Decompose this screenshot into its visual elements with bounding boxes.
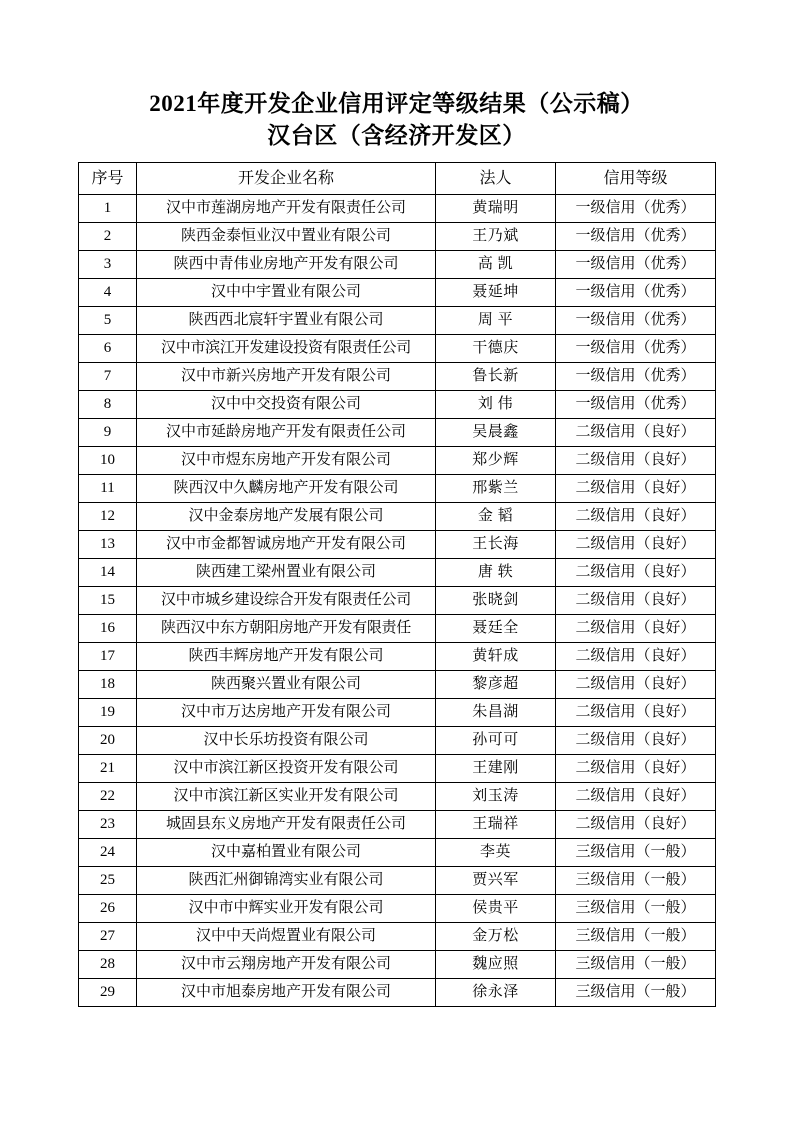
cell-index: 19 bbox=[79, 699, 137, 727]
cell-legal-person: 聂廷全 bbox=[436, 615, 556, 643]
table-row bbox=[79, 951, 716, 979]
cell-legal-person: 干德庆 bbox=[436, 335, 556, 363]
cell-legal-person: 邢紫兰 bbox=[436, 475, 556, 503]
cell-company-name: 陕西汉中东方朝阳房地产开发有限责任 bbox=[137, 615, 436, 643]
cell-legal-person: 吴晨鑫 bbox=[436, 419, 556, 447]
table-row bbox=[79, 335, 716, 363]
cell-credit-grade: 一级信用（优秀） bbox=[556, 251, 716, 279]
cell-credit-grade: 三级信用（一般） bbox=[556, 895, 716, 923]
cell-company-name: 汉中市城乡建设综合开发有限责任公司 bbox=[137, 587, 436, 615]
page-title: 2021年度开发企业信用评定等级结果（公示稿） bbox=[149, 91, 644, 116]
table-row bbox=[79, 307, 716, 335]
cell-index: 15 bbox=[79, 587, 137, 615]
cell-credit-grade: 二级信用（良好） bbox=[556, 783, 716, 811]
cell-legal-person: 聂延坤 bbox=[436, 279, 556, 307]
cell-index: 8 bbox=[79, 391, 137, 419]
cell-credit-grade: 二级信用（良好） bbox=[556, 671, 716, 699]
cell-legal-person: 王长海 bbox=[436, 531, 556, 559]
cell-legal-person: 金 韬 bbox=[436, 503, 556, 531]
table-row bbox=[79, 251, 716, 279]
cell-index: 11 bbox=[79, 475, 137, 503]
cell-company-name: 汉中中天尚煜置业有限公司 bbox=[137, 923, 436, 951]
table-row bbox=[79, 419, 716, 447]
cell-legal-person: 鲁长新 bbox=[436, 363, 556, 391]
cell-company-name: 陕西西北宸轩宇置业有限公司 bbox=[137, 307, 436, 335]
cell-credit-grade: 二级信用（良好） bbox=[556, 643, 716, 671]
cell-company-name: 汉中市滨江新区投资开发有限公司 bbox=[137, 755, 436, 783]
cell-index: 28 bbox=[79, 951, 137, 979]
cell-legal-person: 徐永泽 bbox=[436, 979, 556, 1007]
cell-company-name: 汉中市延龄房地产开发有限责任公司 bbox=[137, 419, 436, 447]
cell-index: 17 bbox=[79, 643, 137, 671]
cell-company-name: 汉中市旭泰房地产开发有限公司 bbox=[137, 979, 436, 1007]
cell-company-name: 汉中市煜东房地产开发有限公司 bbox=[137, 447, 436, 475]
cell-credit-grade: 一级信用（优秀） bbox=[556, 223, 716, 251]
cell-credit-grade: 三级信用（一般） bbox=[556, 979, 716, 1007]
cell-legal-person: 侯贵平 bbox=[436, 895, 556, 923]
cell-index: 23 bbox=[79, 811, 137, 839]
cell-legal-person: 郑少辉 bbox=[436, 447, 556, 475]
column-header-index: 序号 bbox=[79, 163, 137, 195]
cell-company-name: 汉中市新兴房地产开发有限公司 bbox=[137, 363, 436, 391]
cell-legal-person: 黄瑞明 bbox=[436, 195, 556, 223]
table-row bbox=[79, 643, 716, 671]
cell-index: 27 bbox=[79, 923, 137, 951]
cell-company-name: 陕西建工梁州置业有限公司 bbox=[137, 559, 436, 587]
cell-legal-person: 贾兴军 bbox=[436, 867, 556, 895]
cell-credit-grade: 二级信用（良好） bbox=[556, 531, 716, 559]
cell-index: 12 bbox=[79, 503, 137, 531]
cell-legal-person: 黄轩成 bbox=[436, 643, 556, 671]
table-row bbox=[79, 391, 716, 419]
cell-index: 2 bbox=[79, 223, 137, 251]
cell-index: 18 bbox=[79, 671, 137, 699]
cell-credit-grade: 二级信用（良好） bbox=[556, 587, 716, 615]
cell-company-name: 陕西金泰恒业汉中置业有限公司 bbox=[137, 223, 436, 251]
cell-index: 16 bbox=[79, 615, 137, 643]
cell-company-name: 汉中市云翔房地产开发有限公司 bbox=[137, 951, 436, 979]
table-row bbox=[79, 475, 716, 503]
cell-company-name: 陕西中青伟业房地产开发有限公司 bbox=[137, 251, 436, 279]
cell-company-name: 陕西汉中久麟房地产开发有限公司 bbox=[137, 475, 436, 503]
column-header-name: 开发企业名称 bbox=[137, 163, 436, 195]
table-row bbox=[79, 447, 716, 475]
table-row bbox=[79, 867, 716, 895]
cell-company-name: 陕西丰辉房地产开发有限公司 bbox=[137, 643, 436, 671]
cell-legal-person: 高 凯 bbox=[436, 251, 556, 279]
cell-company-name: 陕西聚兴置业有限公司 bbox=[137, 671, 436, 699]
cell-index: 7 bbox=[79, 363, 137, 391]
table-row bbox=[79, 559, 716, 587]
cell-index: 4 bbox=[79, 279, 137, 307]
table-row bbox=[79, 363, 716, 391]
cell-company-name: 汉中市中辉实业开发有限公司 bbox=[137, 895, 436, 923]
table-row bbox=[79, 615, 716, 643]
cell-index: 13 bbox=[79, 531, 137, 559]
cell-company-name: 汉中中宇置业有限公司 bbox=[137, 279, 436, 307]
cell-index: 26 bbox=[79, 895, 137, 923]
cell-company-name: 城固县东义房地产开发有限责任公司 bbox=[137, 811, 436, 839]
cell-legal-person: 王乃斌 bbox=[436, 223, 556, 251]
table-row bbox=[79, 755, 716, 783]
cell-credit-grade: 三级信用（一般） bbox=[556, 839, 716, 867]
table-header-row bbox=[79, 163, 716, 195]
table-row bbox=[79, 783, 716, 811]
cell-company-name: 汉中中交投资有限公司 bbox=[137, 391, 436, 419]
cell-company-name: 陕西汇州御锦湾实业有限公司 bbox=[137, 867, 436, 895]
cell-index: 14 bbox=[79, 559, 137, 587]
cell-index: 24 bbox=[79, 839, 137, 867]
table-row bbox=[79, 531, 716, 559]
cell-credit-grade: 一级信用（优秀） bbox=[556, 195, 716, 223]
table-row bbox=[79, 811, 716, 839]
page-subtitle: 汉台区（含经济开发区） bbox=[267, 123, 526, 148]
cell-credit-grade: 一级信用（优秀） bbox=[556, 363, 716, 391]
cell-legal-person: 周 平 bbox=[436, 307, 556, 335]
cell-company-name: 汉中市万达房地产开发有限公司 bbox=[137, 699, 436, 727]
cell-legal-person: 刘玉涛 bbox=[436, 783, 556, 811]
cell-legal-person: 唐 轶 bbox=[436, 559, 556, 587]
table-row bbox=[79, 195, 716, 223]
cell-index: 3 bbox=[79, 251, 137, 279]
cell-legal-person: 朱昌湖 bbox=[436, 699, 556, 727]
cell-credit-grade: 二级信用（良好） bbox=[556, 755, 716, 783]
cell-credit-grade: 一级信用（优秀） bbox=[556, 335, 716, 363]
table-row bbox=[79, 587, 716, 615]
cell-index: 22 bbox=[79, 783, 137, 811]
cell-company-name: 汉中市莲湖房地产开发有限责任公司 bbox=[137, 195, 436, 223]
cell-legal-person: 刘 伟 bbox=[436, 391, 556, 419]
cell-company-name: 汉中市滨江新区实业开发有限公司 bbox=[137, 783, 436, 811]
table-row bbox=[79, 895, 716, 923]
cell-credit-grade: 二级信用（良好） bbox=[556, 475, 716, 503]
cell-credit-grade: 二级信用（良好） bbox=[556, 447, 716, 475]
cell-company-name: 汉中市金都智诚房地产开发有限公司 bbox=[137, 531, 436, 559]
cell-credit-grade: 二级信用（良好） bbox=[556, 503, 716, 531]
cell-index: 9 bbox=[79, 419, 137, 447]
table-row bbox=[79, 979, 716, 1007]
cell-company-name: 汉中金泰房地产发展有限公司 bbox=[137, 503, 436, 531]
cell-legal-person: 魏应照 bbox=[436, 951, 556, 979]
cell-credit-grade: 二级信用（良好） bbox=[556, 699, 716, 727]
cell-credit-grade: 二级信用（良好） bbox=[556, 419, 716, 447]
table-row bbox=[79, 699, 716, 727]
cell-credit-grade: 二级信用（良好） bbox=[556, 727, 716, 755]
cell-index: 25 bbox=[79, 867, 137, 895]
cell-credit-grade: 三级信用（一般） bbox=[556, 951, 716, 979]
table-row bbox=[79, 839, 716, 867]
cell-legal-person: 黎彦超 bbox=[436, 671, 556, 699]
table-row bbox=[79, 279, 716, 307]
cell-company-name: 汉中市滨江开发建设投资有限责任公司 bbox=[137, 335, 436, 363]
cell-index: 6 bbox=[79, 335, 137, 363]
cell-legal-person: 王建刚 bbox=[436, 755, 556, 783]
cell-credit-grade: 三级信用（一般） bbox=[556, 867, 716, 895]
cell-credit-grade: 二级信用（良好） bbox=[556, 559, 716, 587]
cell-company-name: 汉中长乐坊投资有限公司 bbox=[137, 727, 436, 755]
cell-index: 29 bbox=[79, 979, 137, 1007]
column-header-grade: 信用等级 bbox=[556, 163, 716, 195]
table-row bbox=[79, 223, 716, 251]
cell-legal-person: 李英 bbox=[436, 839, 556, 867]
table-row bbox=[79, 671, 716, 699]
cell-index: 10 bbox=[79, 447, 137, 475]
cell-legal-person: 孙可可 bbox=[436, 727, 556, 755]
credit-rating-table bbox=[78, 162, 716, 1007]
cell-credit-grade: 一级信用（优秀） bbox=[556, 391, 716, 419]
cell-credit-grade: 二级信用（良好） bbox=[556, 615, 716, 643]
table-row bbox=[79, 923, 716, 951]
cell-company-name: 汉中嘉柏置业有限公司 bbox=[137, 839, 436, 867]
cell-credit-grade: 二级信用（良好） bbox=[556, 811, 716, 839]
cell-credit-grade: 一级信用（优秀） bbox=[556, 307, 716, 335]
column-header-legal: 法人 bbox=[436, 163, 556, 195]
cell-index: 20 bbox=[79, 727, 137, 755]
cell-legal-person: 金万松 bbox=[436, 923, 556, 951]
cell-index: 1 bbox=[79, 195, 137, 223]
cell-index: 5 bbox=[79, 307, 137, 335]
cell-legal-person: 王瑞祥 bbox=[436, 811, 556, 839]
cell-index: 21 bbox=[79, 755, 137, 783]
cell-legal-person: 张晓剑 bbox=[436, 587, 556, 615]
table-row bbox=[79, 503, 716, 531]
cell-credit-grade: 三级信用（一般） bbox=[556, 923, 716, 951]
table-row bbox=[79, 727, 716, 755]
cell-credit-grade: 一级信用（优秀） bbox=[556, 279, 716, 307]
